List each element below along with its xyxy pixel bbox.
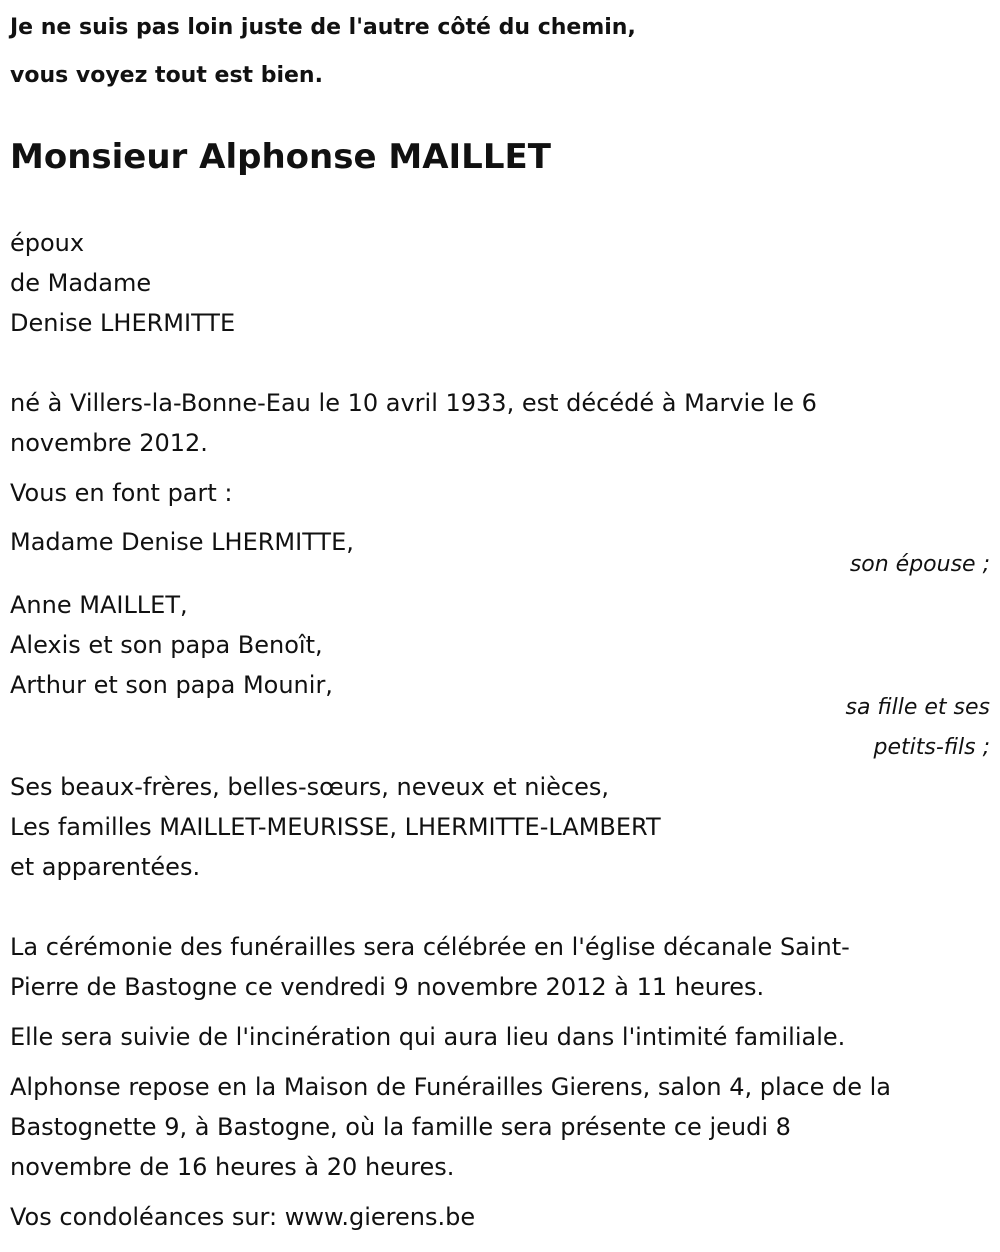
birth-death-line: novembre 2012. <box>10 429 208 457</box>
wife-name: Madame Denise LHERMITTE, <box>10 528 354 556</box>
child-line: Arthur et son papa Mounir, <box>10 671 333 699</box>
relatives-line: et apparentées. <box>10 853 201 881</box>
ceremony-line: Pierre de Bastogne ce vendredi 9 novembre 2012 à 11 heures. <box>10 973 765 1001</box>
relatives-line: Ses beaux-frères, belles-sœurs, neveux et nièces, <box>10 773 610 801</box>
children-role: petits-fils ; <box>873 735 990 760</box>
spouse-line: Denise LHERMITTE <box>10 309 236 337</box>
cremation-text: Elle sera suivie de l'incinération qui aura lieu dans l'intimité familiale. <box>10 1023 846 1051</box>
child-line: Anne MAILLET, <box>10 591 188 619</box>
quote-line-2: vous voyez tout est bien. <box>10 63 323 88</box>
child-line: Alexis et son papa Benoît, <box>10 631 323 659</box>
spouse-line: époux <box>10 229 85 257</box>
repose-line: novembre de 16 heures à 20 heures. <box>10 1153 455 1181</box>
ceremony-line: La cérémonie des funérailles sera célébrée en l'église décanale Saint- <box>10 933 850 961</box>
quote-line-1: Je ne suis pas loin juste de l'autre côté du chemin, <box>10 15 636 40</box>
spouse-line: de Madame <box>10 269 152 297</box>
condolences-text: Vos condoléances sur: www.gierens.be <box>10 1203 476 1231</box>
repose-line: Alphonse repose en la Maison de Funérailles Gierens, salon 4, place de la <box>10 1073 891 1101</box>
birth-death-line: né à Villers-la-Bonne-Eau le 10 avril 1933, est décédé à Marvie le 6 <box>10 389 817 417</box>
children-role: sa fille et ses <box>845 695 990 720</box>
page-title: Monsieur Alphonse MAILLET <box>10 137 551 177</box>
relatives-line: Les familles MAILLET-MEURISSE, LHERMITTE-LAMBERT <box>10 813 661 841</box>
wife-role: son épouse ; <box>849 552 990 577</box>
repose-line: Bastognette 9, à Bastogne, où la famille sera présente ce jeudi 8 <box>10 1113 791 1141</box>
announce-text: Vous en font part : <box>10 479 233 507</box>
